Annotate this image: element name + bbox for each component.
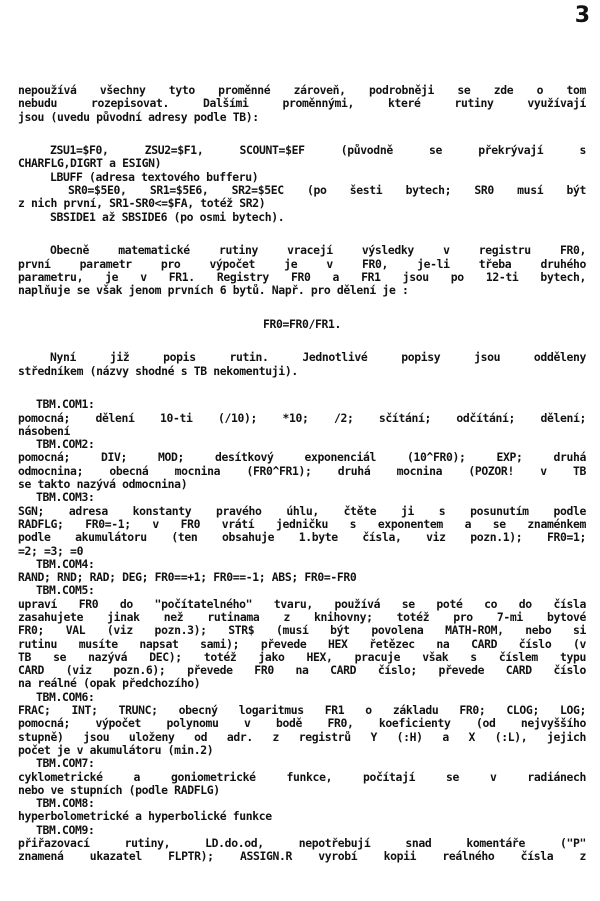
text-line: RADFLG; FR0=-1; v FR0 vrátí jedničku s exponentem a se znaménkem	[18, 517, 586, 531]
text-line: SBSIDE1 až SBSIDE6 (po osmi bytech).	[50, 210, 285, 224]
text-line: rutinu musíte napsat sami); převede HEX řetězec na CARD číslo (v	[18, 637, 586, 651]
text-line: cyklometrické a goniometrické funkce, počítají se v radiánech	[18, 770, 586, 784]
section-heading: TBM.COM2:	[36, 438, 95, 452]
formula-line: FR0=FR0/FR1.	[262, 317, 342, 331]
text-line: na reálné (opak předchozího)	[18, 677, 201, 691]
text-line: podle akumulátoru (ten obsahuje 1.byte čísla, viz pozn.1); FR0=1;	[18, 531, 586, 545]
text-line: pomocná; výpočet polynomu v bodě FR0, koeficienty (od nejvyššího	[18, 717, 586, 731]
text-line: z nich první, SR1-SR0<=$FA, totéž SR2)	[18, 197, 266, 211]
text-line: CHARFLG,DIGRT a ESIGN)	[18, 157, 162, 171]
section-heading: TBM.COM7:	[36, 757, 95, 771]
text-line: =2; =3; =0	[18, 544, 84, 558]
text-line: nebudu rozepisovat. Dalšími proměnnými, které rutiny využívají	[18, 97, 586, 111]
text-line: SR0=$5E0, SR1=$5E6, SR2=$5EC (po šesti bytech; SR0 musí být	[68, 184, 586, 198]
text-line: odmocnina; obecná mocnina (FR0^FR1); druhá mocnina (POZOR! v TB	[18, 464, 586, 478]
text-line: Nyní již popis rutin. Jednotlivé popisy jsou odděleny	[50, 351, 586, 365]
text-line: zasahujete jinak než rutinama z knihovny; totéž pro 7-mi bytové	[18, 610, 586, 624]
section-heading: TBM.COM1:	[36, 398, 95, 412]
text-line: první parametr pro výpočet je v FR0, je-li třeba druhého	[18, 257, 586, 271]
section-heading: TBM.COM6:	[36, 690, 95, 704]
text-line: nebo ve stupních (podle RADFLG)	[18, 783, 220, 797]
text-line: upraví FR0 do "počítatelného" tvaru, používá se poté co do čísla	[18, 597, 586, 611]
text-line: jsou (uvedu původní adresy podle TB):	[18, 110, 259, 124]
page-number: 3	[574, 3, 590, 28]
text-line: SGN; adresa konstanty pravého úhlu, čtěte ji s posunutím podle	[18, 504, 586, 518]
section-heading: TBM.COM4:	[36, 557, 95, 571]
text-line: stupně) jsou uloženy od adr. z registrů Y (:H) a X (:L), jejich	[18, 730, 586, 744]
text-line: znamená ukazatel FLPTR); ASSIGN.R vyrobí kopii reálného čísla z	[18, 850, 586, 864]
document-body	[18, 84, 586, 864]
text-line: pomocná; dělení 10-ti (/10); *10; /2; sčítání; odčítání; dělení;	[18, 411, 586, 425]
text-line: TB se nazývá DEC); totéž jako HEX, pracuje však s číslem typu	[18, 650, 586, 664]
text-line: naplňuje se však jenom prvních 6 bytů. Např. pro dělení je :	[18, 284, 409, 298]
text-line: počet je v akumulátoru (min.2)	[18, 743, 214, 757]
text-line: FR0; VAL (viz pozn.3); STR$ (musí být povolena MATH-ROM, nebo si	[18, 624, 586, 638]
text-line: RAND; RND; RAD; DEG; FR0==+1; FR0==-1; ABS; FR0=-FR0	[18, 571, 357, 585]
text-line: FRAC; INT; TRUNC; obecný logaritmus FR1 o základu FR0; CLOG; LOG;	[18, 704, 586, 718]
text-line: CARD (viz pozn.6); převede FR0 na CARD číslo; převede CARD číslo	[18, 664, 586, 678]
text-line: LBUFF (adresa textového bufferu)	[50, 170, 259, 184]
text-line: ZSU1=$F0, ZSU2=$F1, SCOUNT=$EF (původně se překrývají s	[50, 144, 586, 158]
text-line: se takto nazývá odmocnina)	[18, 478, 188, 492]
text-line: hyperbolometrické a hyperbolické funkce	[18, 810, 272, 824]
section-heading: TBM.COM8:	[36, 797, 95, 811]
text-line: středníkem (názvy shodné s TB nekomentuji).	[18, 364, 298, 378]
section-heading: TBM.COM5:	[36, 584, 95, 598]
section-heading: TBM.COM9:	[36, 823, 95, 837]
text-line: násobení	[18, 424, 71, 438]
text-line: Obecně matematické rutiny vracejí výsledky v registru FR0,	[50, 244, 586, 258]
text-line: nepoužívá všechny tyto proměnné zároveň, podrobněji se zde o tom	[18, 84, 586, 97]
text-line: parametru, je v FR1. Registry FR0 a FR1 jsou po 12-ti bytech,	[18, 270, 586, 284]
text-line: přiřazovací rutiny, LD.do.od, nepotřebují snad komentáře ("P"	[18, 837, 586, 851]
text-line: pomocná; DIV; MOD; desítkový exponenciál (10^FR0); EXP; druhá	[18, 451, 586, 465]
section-heading: TBM.COM3:	[36, 491, 95, 505]
